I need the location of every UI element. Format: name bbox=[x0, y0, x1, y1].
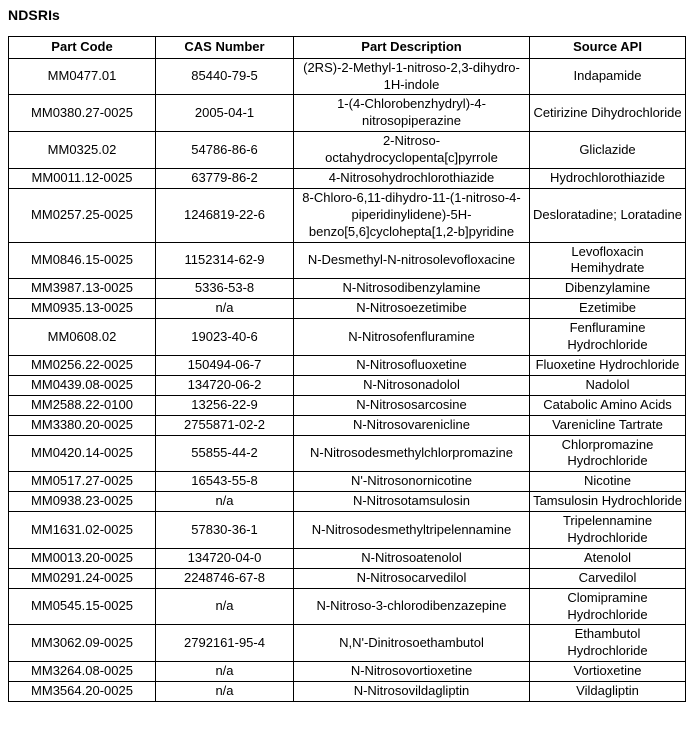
cell-part-description: 2-Nitroso-octahydrocyclopenta[c]pyrrole bbox=[294, 132, 530, 169]
cell-source-api: Catabolic Amino Acids bbox=[530, 395, 686, 415]
cell-cas-number: n/a bbox=[156, 588, 294, 625]
page-title: NDSRIs bbox=[8, 7, 60, 23]
cell-part-description: N-Nitrosocarvedilol bbox=[294, 568, 530, 588]
cell-part-code: MM0011.12-0025 bbox=[9, 169, 156, 189]
cell-part-code: MM0517.27-0025 bbox=[9, 472, 156, 492]
cell-source-api: Nicotine bbox=[530, 472, 686, 492]
cell-source-api: Gliclazide bbox=[530, 132, 686, 169]
cell-part-description: N-Nitrosovortioxetine bbox=[294, 662, 530, 682]
table-row bbox=[9, 682, 686, 702]
cell-source-api: Levofloxacin Hemihydrate bbox=[530, 242, 686, 279]
cell-source-api: Atenolol bbox=[530, 548, 686, 568]
cell-cas-number: n/a bbox=[156, 662, 294, 682]
cell-part-description: 1-(4-Chlorobenzhydryl)-4-nitrosopiperazine bbox=[294, 95, 530, 132]
cell-part-description: N-Nitrosofluoxetine bbox=[294, 355, 530, 375]
table-row bbox=[9, 512, 686, 549]
table-row bbox=[9, 375, 686, 395]
cell-cas-number: 2792161-95-4 bbox=[156, 625, 294, 662]
column-header-cas-number: CAS Number bbox=[156, 36, 294, 58]
cell-part-description: N-Nitrosoezetimibe bbox=[294, 299, 530, 319]
cell-source-api: Tamsulosin Hydrochloride bbox=[530, 492, 686, 512]
table-row bbox=[9, 319, 686, 356]
cell-part-description: N-Nitrosodesmethylchlorpromazine bbox=[294, 435, 530, 472]
cell-source-api: Carvedilol bbox=[530, 568, 686, 588]
ndsri-table bbox=[8, 36, 686, 702]
cell-cas-number: 19023-40-6 bbox=[156, 319, 294, 356]
cell-part-code: MM0291.24-0025 bbox=[9, 568, 156, 588]
cell-part-code: MM3264.08-0025 bbox=[9, 662, 156, 682]
cell-part-code: MM3987.13-0025 bbox=[9, 279, 156, 299]
cell-cas-number: 2755871-02-2 bbox=[156, 415, 294, 435]
cell-part-description: N-Nitrosodibenzylamine bbox=[294, 279, 530, 299]
cell-part-description: N-Desmethyl-N-nitrosolevofloxacine bbox=[294, 242, 530, 279]
cell-part-code: MM0013.20-0025 bbox=[9, 548, 156, 568]
cell-part-description: N-Nitrososarcosine bbox=[294, 395, 530, 415]
cell-cas-number: 63779-86-2 bbox=[156, 169, 294, 189]
cell-part-code: MM3564.20-0025 bbox=[9, 682, 156, 702]
cell-cas-number: 85440-79-5 bbox=[156, 58, 294, 95]
cell-source-api: Tripelennamine Hydrochloride bbox=[530, 512, 686, 549]
cell-part-description: 8-Chloro-6,11-dihydro-11-(1-nitroso-4-piperidinylidene)-5H-benzo[5,6]cyclohepta[1,2-b]pyridine bbox=[294, 188, 530, 242]
cell-cas-number: 1152314-62-9 bbox=[156, 242, 294, 279]
table-row bbox=[9, 662, 686, 682]
cell-part-description: N-Nitrosotamsulosin bbox=[294, 492, 530, 512]
table-row bbox=[9, 299, 686, 319]
cell-cas-number: n/a bbox=[156, 299, 294, 319]
cell-cas-number: 2005-04-1 bbox=[156, 95, 294, 132]
cell-source-api: Clomipramine Hydrochloride bbox=[530, 588, 686, 625]
table-row bbox=[9, 242, 686, 279]
table-row bbox=[9, 548, 686, 568]
cell-part-code: MM0420.14-0025 bbox=[9, 435, 156, 472]
column-header-source-api: Source API bbox=[530, 36, 686, 58]
table-row bbox=[9, 492, 686, 512]
table-row bbox=[9, 279, 686, 299]
cell-cas-number: 134720-06-2 bbox=[156, 375, 294, 395]
table-row bbox=[9, 95, 686, 132]
column-header-part-description: Part Description bbox=[294, 36, 530, 58]
cell-source-api: Cetirizine Dihydrochloride bbox=[530, 95, 686, 132]
table-row bbox=[9, 588, 686, 625]
cell-cas-number: 150494-06-7 bbox=[156, 355, 294, 375]
cell-source-api: Desloratadine; Loratadine bbox=[530, 188, 686, 242]
table-body bbox=[9, 58, 686, 701]
cell-source-api: Indapamide bbox=[530, 58, 686, 95]
cell-part-code: MM3380.20-0025 bbox=[9, 415, 156, 435]
cell-cas-number: 13256-22-9 bbox=[156, 395, 294, 415]
cell-source-api: Hydrochlorothiazide bbox=[530, 169, 686, 189]
table-row bbox=[9, 472, 686, 492]
cell-cas-number: 57830-36-1 bbox=[156, 512, 294, 549]
cell-source-api: Ezetimibe bbox=[530, 299, 686, 319]
cell-part-code: MM3062.09-0025 bbox=[9, 625, 156, 662]
cell-part-code: MM0256.22-0025 bbox=[9, 355, 156, 375]
cell-source-api: Nadolol bbox=[530, 375, 686, 395]
cell-source-api: Ethambutol Hydrochloride bbox=[530, 625, 686, 662]
cell-cas-number: 5336-53-8 bbox=[156, 279, 294, 299]
cell-part-description: N-Nitrosodesmethyltripelennamine bbox=[294, 512, 530, 549]
cell-part-code: MM0938.23-0025 bbox=[9, 492, 156, 512]
cell-part-code: MM2588.22-0100 bbox=[9, 395, 156, 415]
table-row bbox=[9, 169, 686, 189]
cell-source-api: Varenicline Tartrate bbox=[530, 415, 686, 435]
cell-source-api: Chlorpromazine Hydrochloride bbox=[530, 435, 686, 472]
cell-cas-number: n/a bbox=[156, 492, 294, 512]
cell-source-api: Vildagliptin bbox=[530, 682, 686, 702]
cell-cas-number: n/a bbox=[156, 682, 294, 702]
cell-cas-number: 54786-86-6 bbox=[156, 132, 294, 169]
cell-cas-number: 2248746-67-8 bbox=[156, 568, 294, 588]
cell-source-api: Fluoxetine Hydrochloride bbox=[530, 355, 686, 375]
table-header-row bbox=[9, 36, 686, 58]
cell-part-code: MM0608.02 bbox=[9, 319, 156, 356]
cell-part-code: MM0935.13-0025 bbox=[9, 299, 156, 319]
table-row bbox=[9, 568, 686, 588]
cell-cas-number: 55855-44-2 bbox=[156, 435, 294, 472]
column-header-part-code: Part Code bbox=[9, 36, 156, 58]
cell-part-code: MM0325.02 bbox=[9, 132, 156, 169]
cell-part-description: 4-Nitrosohydrochlorothiazide bbox=[294, 169, 530, 189]
table-row bbox=[9, 132, 686, 169]
cell-part-description: N-Nitrosofenfluramine bbox=[294, 319, 530, 356]
cell-part-description: (2RS)-2-Methyl-1-nitroso-2,3-dihydro-1H-indole bbox=[294, 58, 530, 95]
table-row bbox=[9, 395, 686, 415]
cell-source-api: Fenfluramine Hydrochloride bbox=[530, 319, 686, 356]
table-row bbox=[9, 625, 686, 662]
cell-part-description: N-Nitrosovildagliptin bbox=[294, 682, 530, 702]
cell-part-description: N'-Nitrosonornicotine bbox=[294, 472, 530, 492]
cell-source-api: Dibenzylamine bbox=[530, 279, 686, 299]
cell-cas-number: 16543-55-8 bbox=[156, 472, 294, 492]
table-row bbox=[9, 58, 686, 95]
cell-part-code: MM0846.15-0025 bbox=[9, 242, 156, 279]
cell-part-description: N-Nitrosoatenolol bbox=[294, 548, 530, 568]
cell-source-api: Vortioxetine bbox=[530, 662, 686, 682]
cell-part-description: N,N'-Dinitrosoethambutol bbox=[294, 625, 530, 662]
cell-part-description: N-Nitroso-3-chlorodibenzazepine bbox=[294, 588, 530, 625]
cell-part-code: MM0545.15-0025 bbox=[9, 588, 156, 625]
cell-part-code: MM0257.25-0025 bbox=[9, 188, 156, 242]
cell-cas-number: 1246819-22-6 bbox=[156, 188, 294, 242]
cell-part-code: MM1631.02-0025 bbox=[9, 512, 156, 549]
cell-part-code: MM0439.08-0025 bbox=[9, 375, 156, 395]
cell-cas-number: 134720-04-0 bbox=[156, 548, 294, 568]
cell-part-description: N-Nitrosonadolol bbox=[294, 375, 530, 395]
table-row bbox=[9, 435, 686, 472]
table-row bbox=[9, 415, 686, 435]
cell-part-code: MM0477.01 bbox=[9, 58, 156, 95]
table-row bbox=[9, 188, 686, 242]
cell-part-description: N-Nitrosovarenicline bbox=[294, 415, 530, 435]
cell-part-code: MM0380.27-0025 bbox=[9, 95, 156, 132]
table-row bbox=[9, 355, 686, 375]
